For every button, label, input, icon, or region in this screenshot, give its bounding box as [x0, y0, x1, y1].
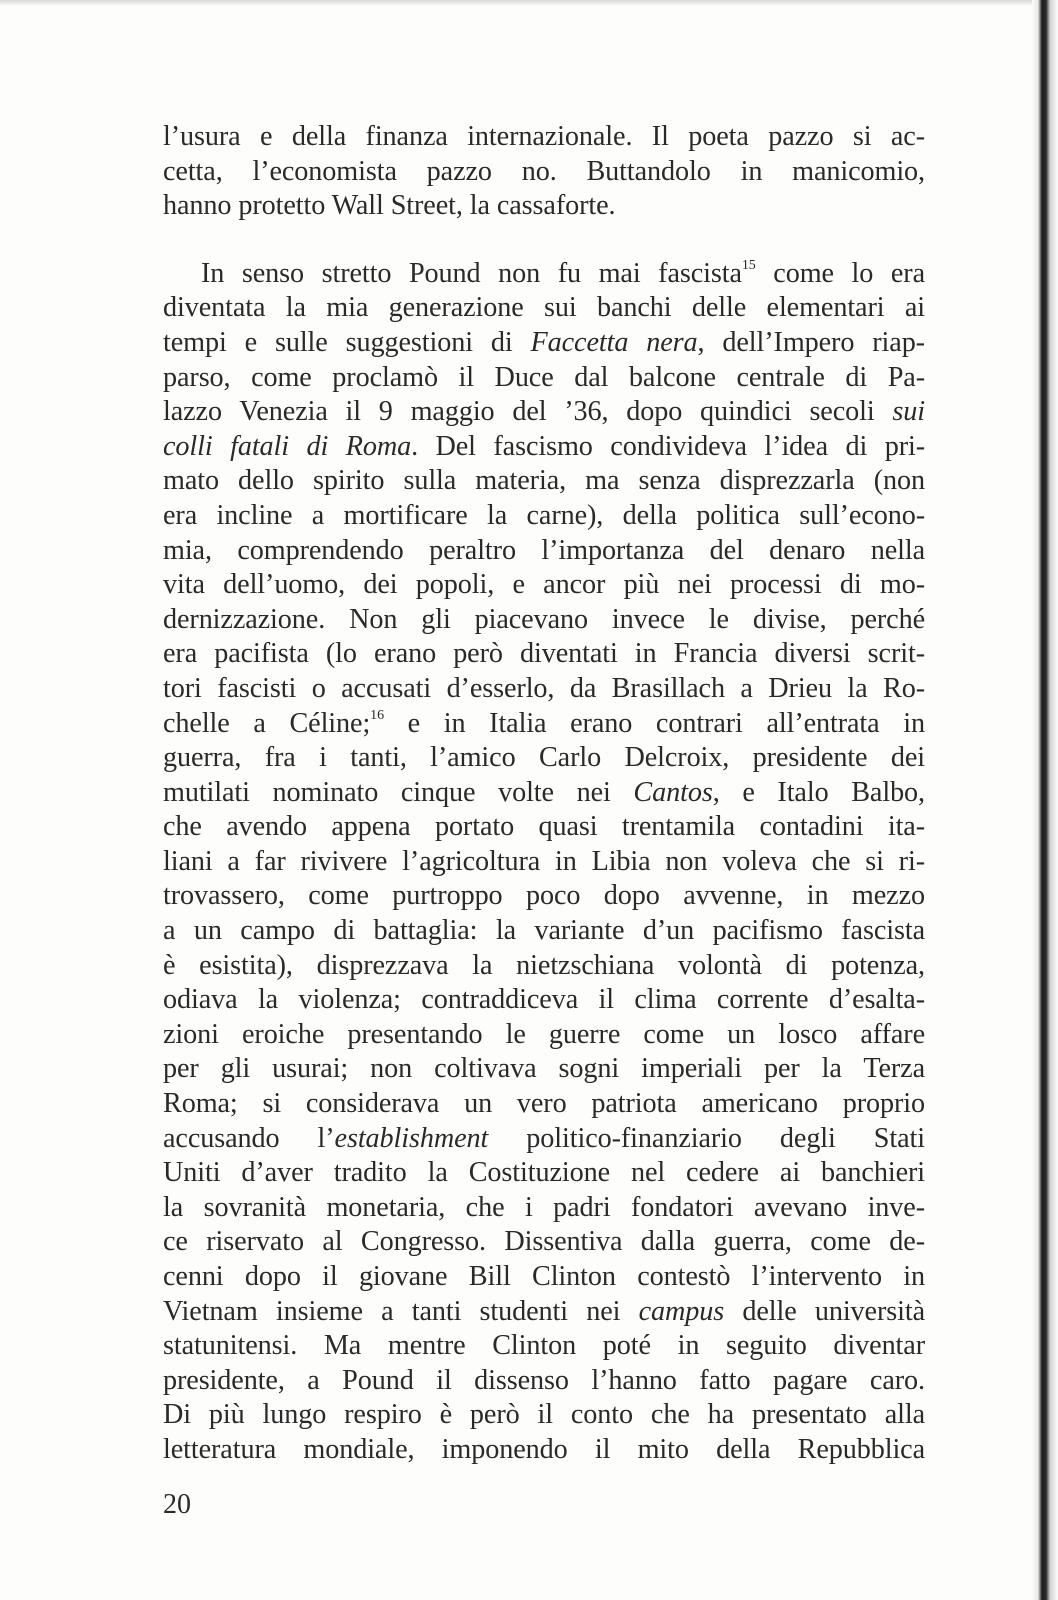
text-run: politico-finanziario degli Stati — [488, 1122, 925, 1154]
text-line: Roma; si considerava un vero patriota americano proprio — [163, 1088, 925, 1120]
text-run: Vietnam insieme a tanti studenti nei — [163, 1295, 639, 1327]
text-run: tempi e sulle suggestioni di — [163, 326, 531, 358]
page-top-edge — [0, 0, 1040, 6]
text-line: guerra, fra i tanti, l’amico Carlo Delcroix, presidente dei — [163, 742, 925, 774]
text-line: odiava la violenza; contraddiceva il clima corrente d’esalta- — [163, 984, 925, 1016]
text-line: per gli usurai; non coltivava sogni imperiali per la Terza — [163, 1053, 925, 1085]
italic-term: campus — [638, 1295, 725, 1327]
text-run: e in Italia erano contrari all’entrata in — [383, 707, 925, 739]
text-line: era pacifista (lo erano però diventati in Francia diversi scrit- — [163, 638, 925, 670]
text-line: la sovranità monetaria, che i padri fondatori avevano inve- — [163, 1191, 925, 1223]
footnote-ref-16: 16 — [370, 708, 384, 724]
page-number: 20 — [163, 1489, 191, 1520]
text-run: , e Italo Balbo, — [712, 776, 925, 808]
body-text — [163, 120, 925, 1468]
text-run: lazzo Venezia il 9 maggio del ’36, dopo quindici secoli — [163, 396, 893, 428]
text-line: a un campo di battaglia: la variante d’un pacifismo fascista — [163, 915, 925, 947]
text-line: Uniti d’aver tradito la Costituzione nel cedere ai banchieri — [163, 1157, 925, 1189]
text-run: In senso stretto Pound non fu mai fascista — [201, 257, 742, 289]
text-run: delle università — [724, 1295, 925, 1327]
text-run: chelle a Céline; — [163, 707, 371, 739]
text-line: trovassero, come purtroppo poco dopo avvenne, in mezzo — [163, 880, 925, 912]
text-line: diventata la mia generazione sui banchi delle elementari ai — [163, 292, 925, 324]
text-line: cenni dopo il giovane Bill Clinton contestò l’intervento in — [163, 1261, 925, 1292]
italic-phrase: colli fatali di Roma — [163, 430, 412, 462]
text-line: tori fascisti o accusati d’esserlo, da Brasillach a Drieu la Ro- — [163, 672, 925, 704]
text-line: cetta, l’economista pazzo no. Buttandolo in manicomio, — [163, 155, 925, 187]
text-line — [163, 395, 925, 430]
text-line: presidente, a Pound il dissenso l’hanno fatto pagare caro. — [163, 1364, 925, 1396]
text-line: l’usura e della finanza internazionale. Il poeta pazzo si ac- — [163, 121, 925, 152]
text-run: , dell’Impero riap- — [697, 326, 925, 358]
text-line: mato dello spirito sulla materia, ma senza disprezzarla (non — [163, 465, 925, 497]
text-line — [163, 1122, 925, 1157]
text-line — [163, 430, 925, 465]
text-line: parso, come proclamò il Duce dal balcone centrale di Pa- — [163, 361, 925, 393]
text-line: liani a far rivivere l’agricoltura in Libia non voleva che si ri- — [163, 845, 925, 877]
text-line — [163, 257, 925, 292]
paragraph-gap — [163, 224, 925, 257]
text-line — [163, 326, 925, 361]
text-line: è esistita), disprezzava la nietzschiana volontà di potenza, — [163, 949, 925, 981]
book-spine-shadow — [1032, 0, 1058, 1600]
text-run: accusando l’ — [163, 1122, 335, 1154]
italic-phrase: sui — [892, 396, 925, 428]
text-line: hanno protetto Wall Street, la cassaforte. — [163, 190, 616, 222]
text-run: come lo era — [755, 257, 925, 289]
text-line: dernizzazione. Non gli piacevano invece le divise, perché — [163, 603, 925, 635]
text-line — [163, 776, 925, 811]
text-line — [163, 1295, 925, 1330]
text-line — [163, 707, 925, 742]
footnote-ref-15: 15 — [741, 258, 756, 274]
text-line: statunitensi. Ma mentre Clinton poté in seguito diventar — [163, 1330, 925, 1362]
text-line: zioni eroiche presentando le guerre come un losco affare — [163, 1018, 925, 1050]
italic-title: Faccetta nera — [530, 326, 698, 358]
text-run: mutilati nominato cinque volte nei — [163, 776, 634, 808]
text-line: era incline a mortificare la carne), della politica sull’econo- — [163, 499, 925, 531]
text-line: che avendo appena portato quasi trentamila contadini ita- — [163, 811, 925, 843]
text-line: letteratura mondiale, imponendo il mito della Repubblica — [163, 1433, 925, 1465]
text-line: vita dell’uomo, dei popoli, e ancor più nei processi di mo- — [163, 569, 925, 601]
text-line: Di più lungo respiro è però il conto che ha presentato alla — [163, 1399, 925, 1431]
text-line: ce riservato al Congresso. Dissentiva dalla guerra, come de- — [163, 1226, 925, 1258]
italic-title: Cantos — [633, 776, 713, 808]
text-run: . Del fascismo condivideva l’idea di pri- — [411, 430, 925, 462]
italic-term: establishment — [334, 1122, 489, 1154]
text-line: mia, comprendendo peraltro l’importanza del denaro nella — [163, 534, 925, 566]
